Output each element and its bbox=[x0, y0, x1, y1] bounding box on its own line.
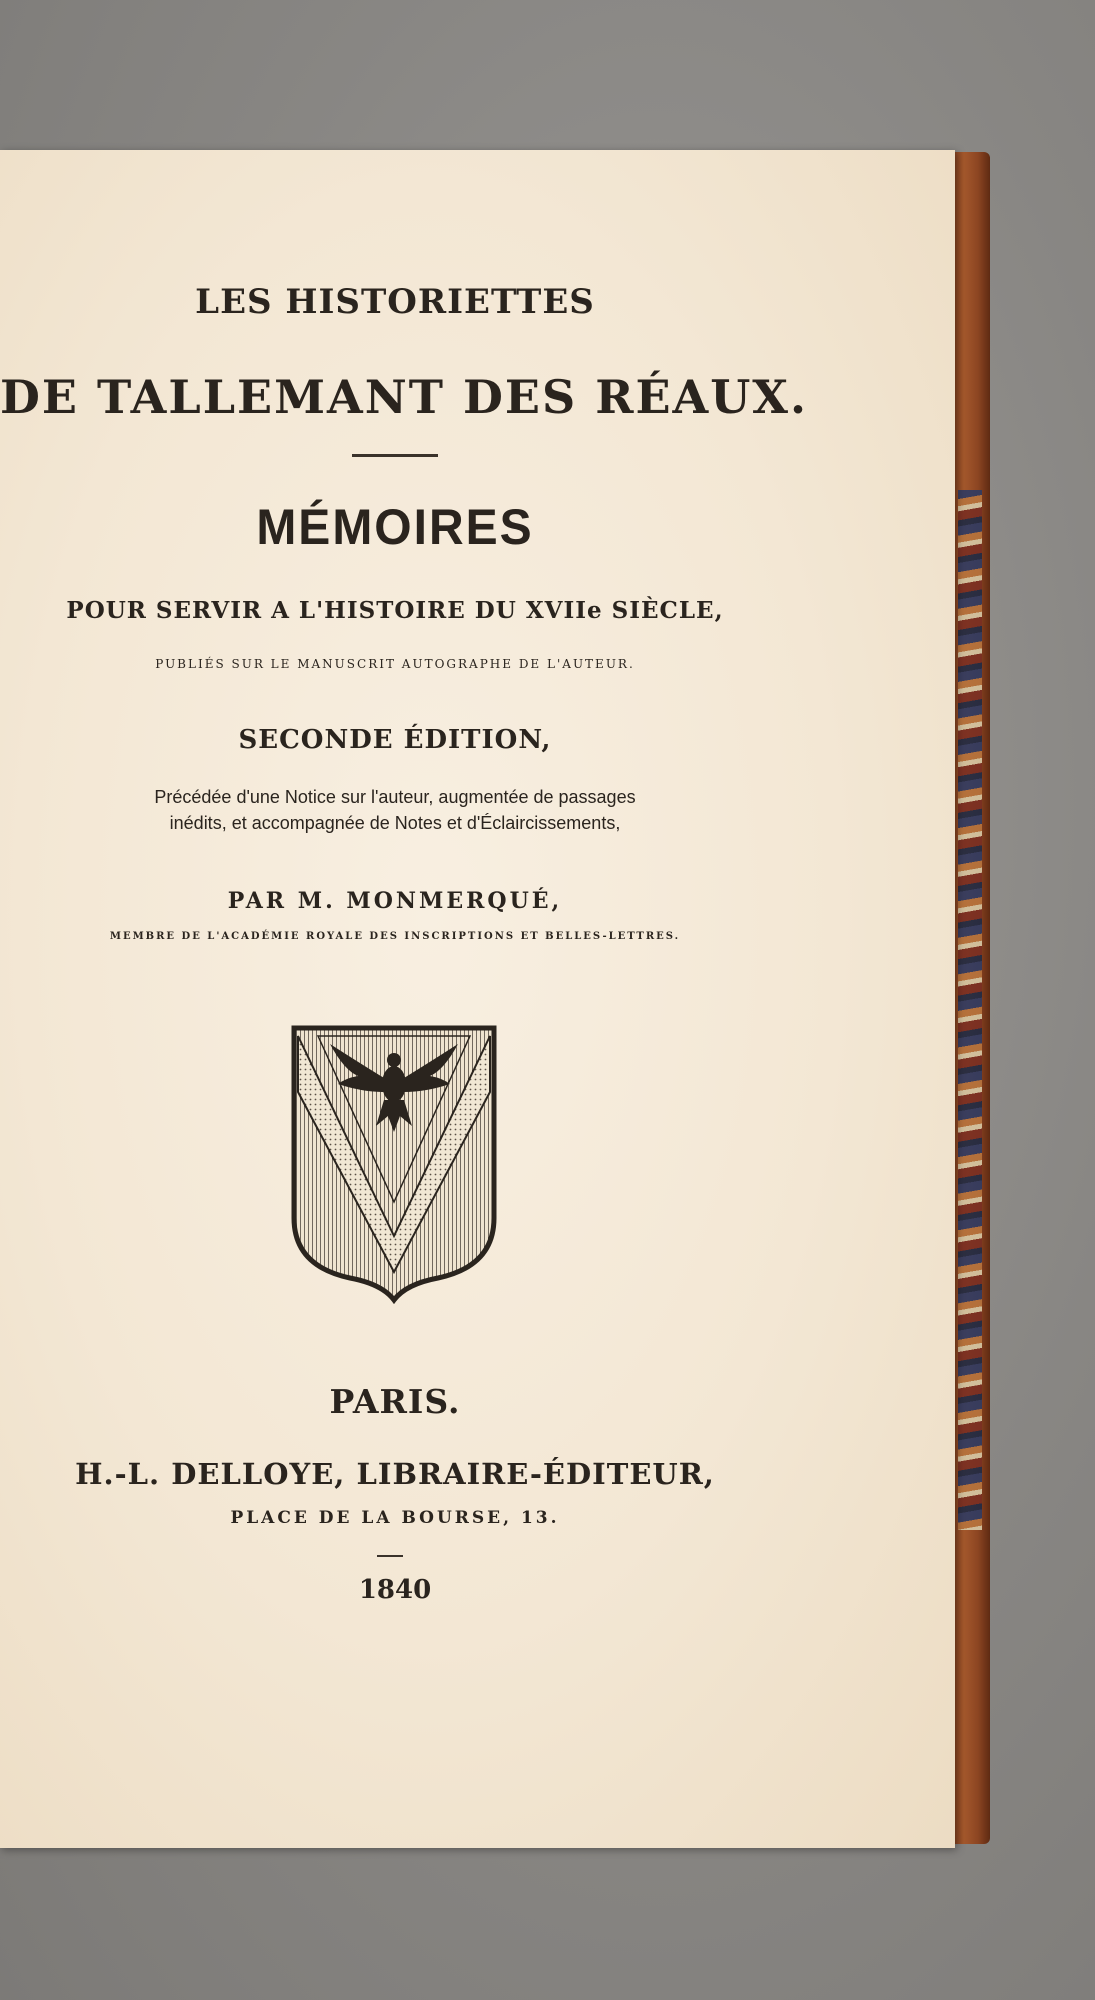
marbled-edge bbox=[958, 490, 982, 1530]
title-page bbox=[0, 150, 955, 1848]
edition: SECONDE ÉDITION, bbox=[238, 725, 552, 755]
imprint-year: 1840 bbox=[358, 1575, 432, 1605]
subtitle-purpose: POUR SERVIR A L'HISTOIRE DU XVIIe SIÈCLE, bbox=[66, 597, 724, 624]
subtitle: MÉMOIRES bbox=[256, 499, 534, 556]
divider-rule bbox=[352, 454, 438, 457]
main-title: DE TALLEMANT DES RÉAUX. bbox=[0, 370, 809, 424]
imprint-city: PARIS. bbox=[329, 1382, 461, 1421]
imprint-publisher: H.-L. DELLOYE, LIBRAIRE-ÉDITEUR, bbox=[75, 1457, 715, 1491]
edition-description-1: Précédée d'une Notice sur l'auteur, augmentée de passages bbox=[154, 787, 636, 807]
divider-rule-small bbox=[377, 1555, 403, 1557]
author-affiliation: MEMBRE DE L'ACADÉMIE ROYALE DES INSCRIPTIONS ET BELLES-LETTRES. bbox=[109, 931, 681, 942]
author: PAR M. MONMERQUÉ, bbox=[227, 888, 563, 914]
edition-description-2: inédits, et accompagnée de Notes et d'Éclaircissements, bbox=[169, 813, 621, 833]
imprint-address: PLACE DE LA BOURSE, 13. bbox=[230, 1508, 560, 1528]
coat-of-arms-eagle-icon bbox=[288, 1022, 500, 1304]
source-note: PUBLIÉS SUR LE MANUSCRIT AUTOGRAPHE DE L'AUTEUR. bbox=[155, 657, 635, 671]
series-title: LES HISTORIETTES bbox=[195, 282, 595, 322]
